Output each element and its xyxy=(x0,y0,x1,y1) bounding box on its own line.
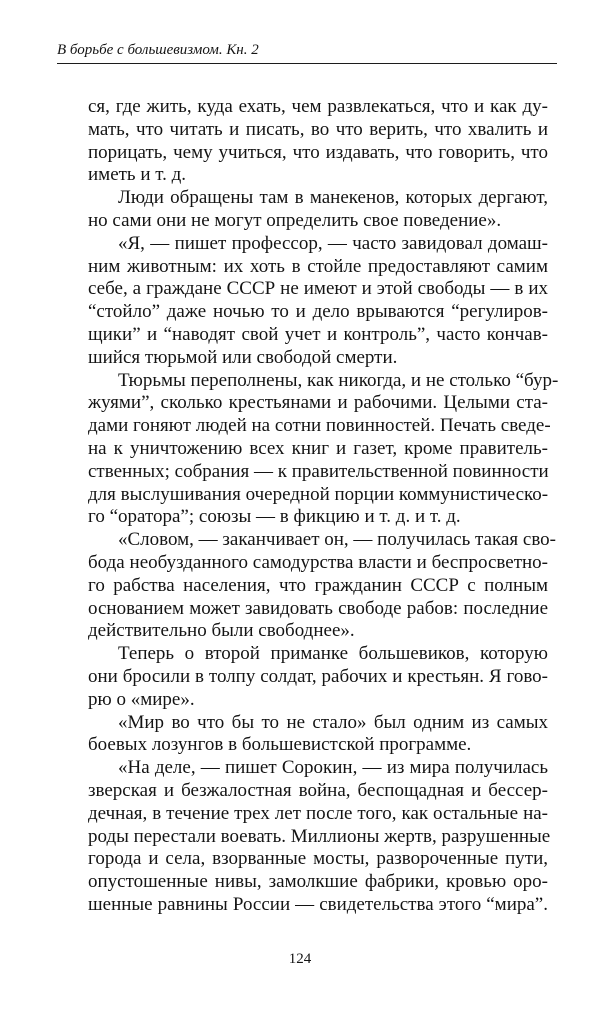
text-line: «Мир во что бы то не стало» был одним из самых xyxy=(118,711,548,733)
text-line: боевых лозунгов в большевистской программе. xyxy=(88,734,472,756)
text-line: они бросили в толпу солдат, рабочих и крестьян. Я гово- xyxy=(88,665,548,687)
body-text xyxy=(88,96,559,917)
text-line: дечная, в течение трех лет после того, как остальные на- xyxy=(88,802,548,824)
text-line: но сами они не могут определить свое поведение». xyxy=(88,209,502,231)
text-line: порицать, чему учиться, что издавать, что говорить, что xyxy=(88,141,548,163)
text-line: мать, что читать и писать, во что верить, что хвалить и xyxy=(88,118,548,140)
running-header xyxy=(57,41,557,64)
text-line: действительно были свободнее». xyxy=(88,620,355,642)
text-line: роды перестали воевать. Миллионы жертв, разрушенные xyxy=(88,825,551,847)
text-line: го “оратора”; союзы — в фикцию и т. д. и т. д. xyxy=(88,506,461,528)
text-line: на к уничтожению всех книг и газет, кроме правитель- xyxy=(88,437,548,459)
text-line: Люди обращены там в манекенов, которых дергают, xyxy=(118,187,548,209)
text-line: опустошенные нивы, замолкшие фабрики, кровью оро- xyxy=(88,871,548,893)
text-line: зверская и безжалостная война, беспощадная и бессер- xyxy=(88,779,548,801)
running-header-title: В борьбе с большевизмом. Кн. 2 xyxy=(57,42,259,58)
text-line: рю о «мире». xyxy=(88,688,195,710)
text-line: основанием может завидовать свободе рабов: последние xyxy=(88,597,548,619)
text-line: Теперь о второй приманке большевиков, которую xyxy=(118,643,548,665)
text-line: ственных; собрания — к правительственной повинности xyxy=(88,460,549,482)
page-number: 124 xyxy=(288,951,312,967)
text-line: жуями”, сколько крестьянами и рабочими. Целыми ста- xyxy=(88,392,548,414)
text-line: «Словом, — заканчивает он, — получилась такая сво- xyxy=(118,529,556,551)
text-line: го рабства населения, что гражданин СССР с полным xyxy=(88,574,548,596)
text-line: ся, где жить, куда ехать, чем развлекаться, что и как ду- xyxy=(88,96,548,117)
text-line: Тюрьмы переполнены, как никогда, и не столько “бур- xyxy=(118,369,559,391)
text-line: ним животным: их хоть в стойле предоставляют самим xyxy=(88,255,548,277)
text-line: дами гоняют людей на сотни повинностей. Печать сведе- xyxy=(88,415,551,437)
text-line: шенные равнины России — свидетельства этого “мира”. xyxy=(88,893,548,915)
text-line: иметь и т. д. xyxy=(88,164,187,186)
text-line: «На деле, — пишет Сорокин, — из мира получилась xyxy=(118,757,548,779)
text-line: для выслушивания очередной порции коммунистическо- xyxy=(88,483,549,505)
text-line: «Я, — пишет профессор, — часто завидовал домаш- xyxy=(118,232,548,254)
text-line: щики” и “наводят свой учет и контроль”, часто кончав- xyxy=(88,323,548,345)
text-line: города и села, взорванные мосты, развороченные пути, xyxy=(88,848,548,870)
text-line: шийся тюрьмой или свободой смерти. xyxy=(88,346,398,368)
text-line: “стойло” даже ночью то и дело врываются “регулиров- xyxy=(88,301,548,323)
text-line: себе, а граждане СССР не имеют и этой свободы — в их xyxy=(88,278,548,300)
text-line: бода необузданного самодурства власти и беспросветно- xyxy=(88,551,548,573)
